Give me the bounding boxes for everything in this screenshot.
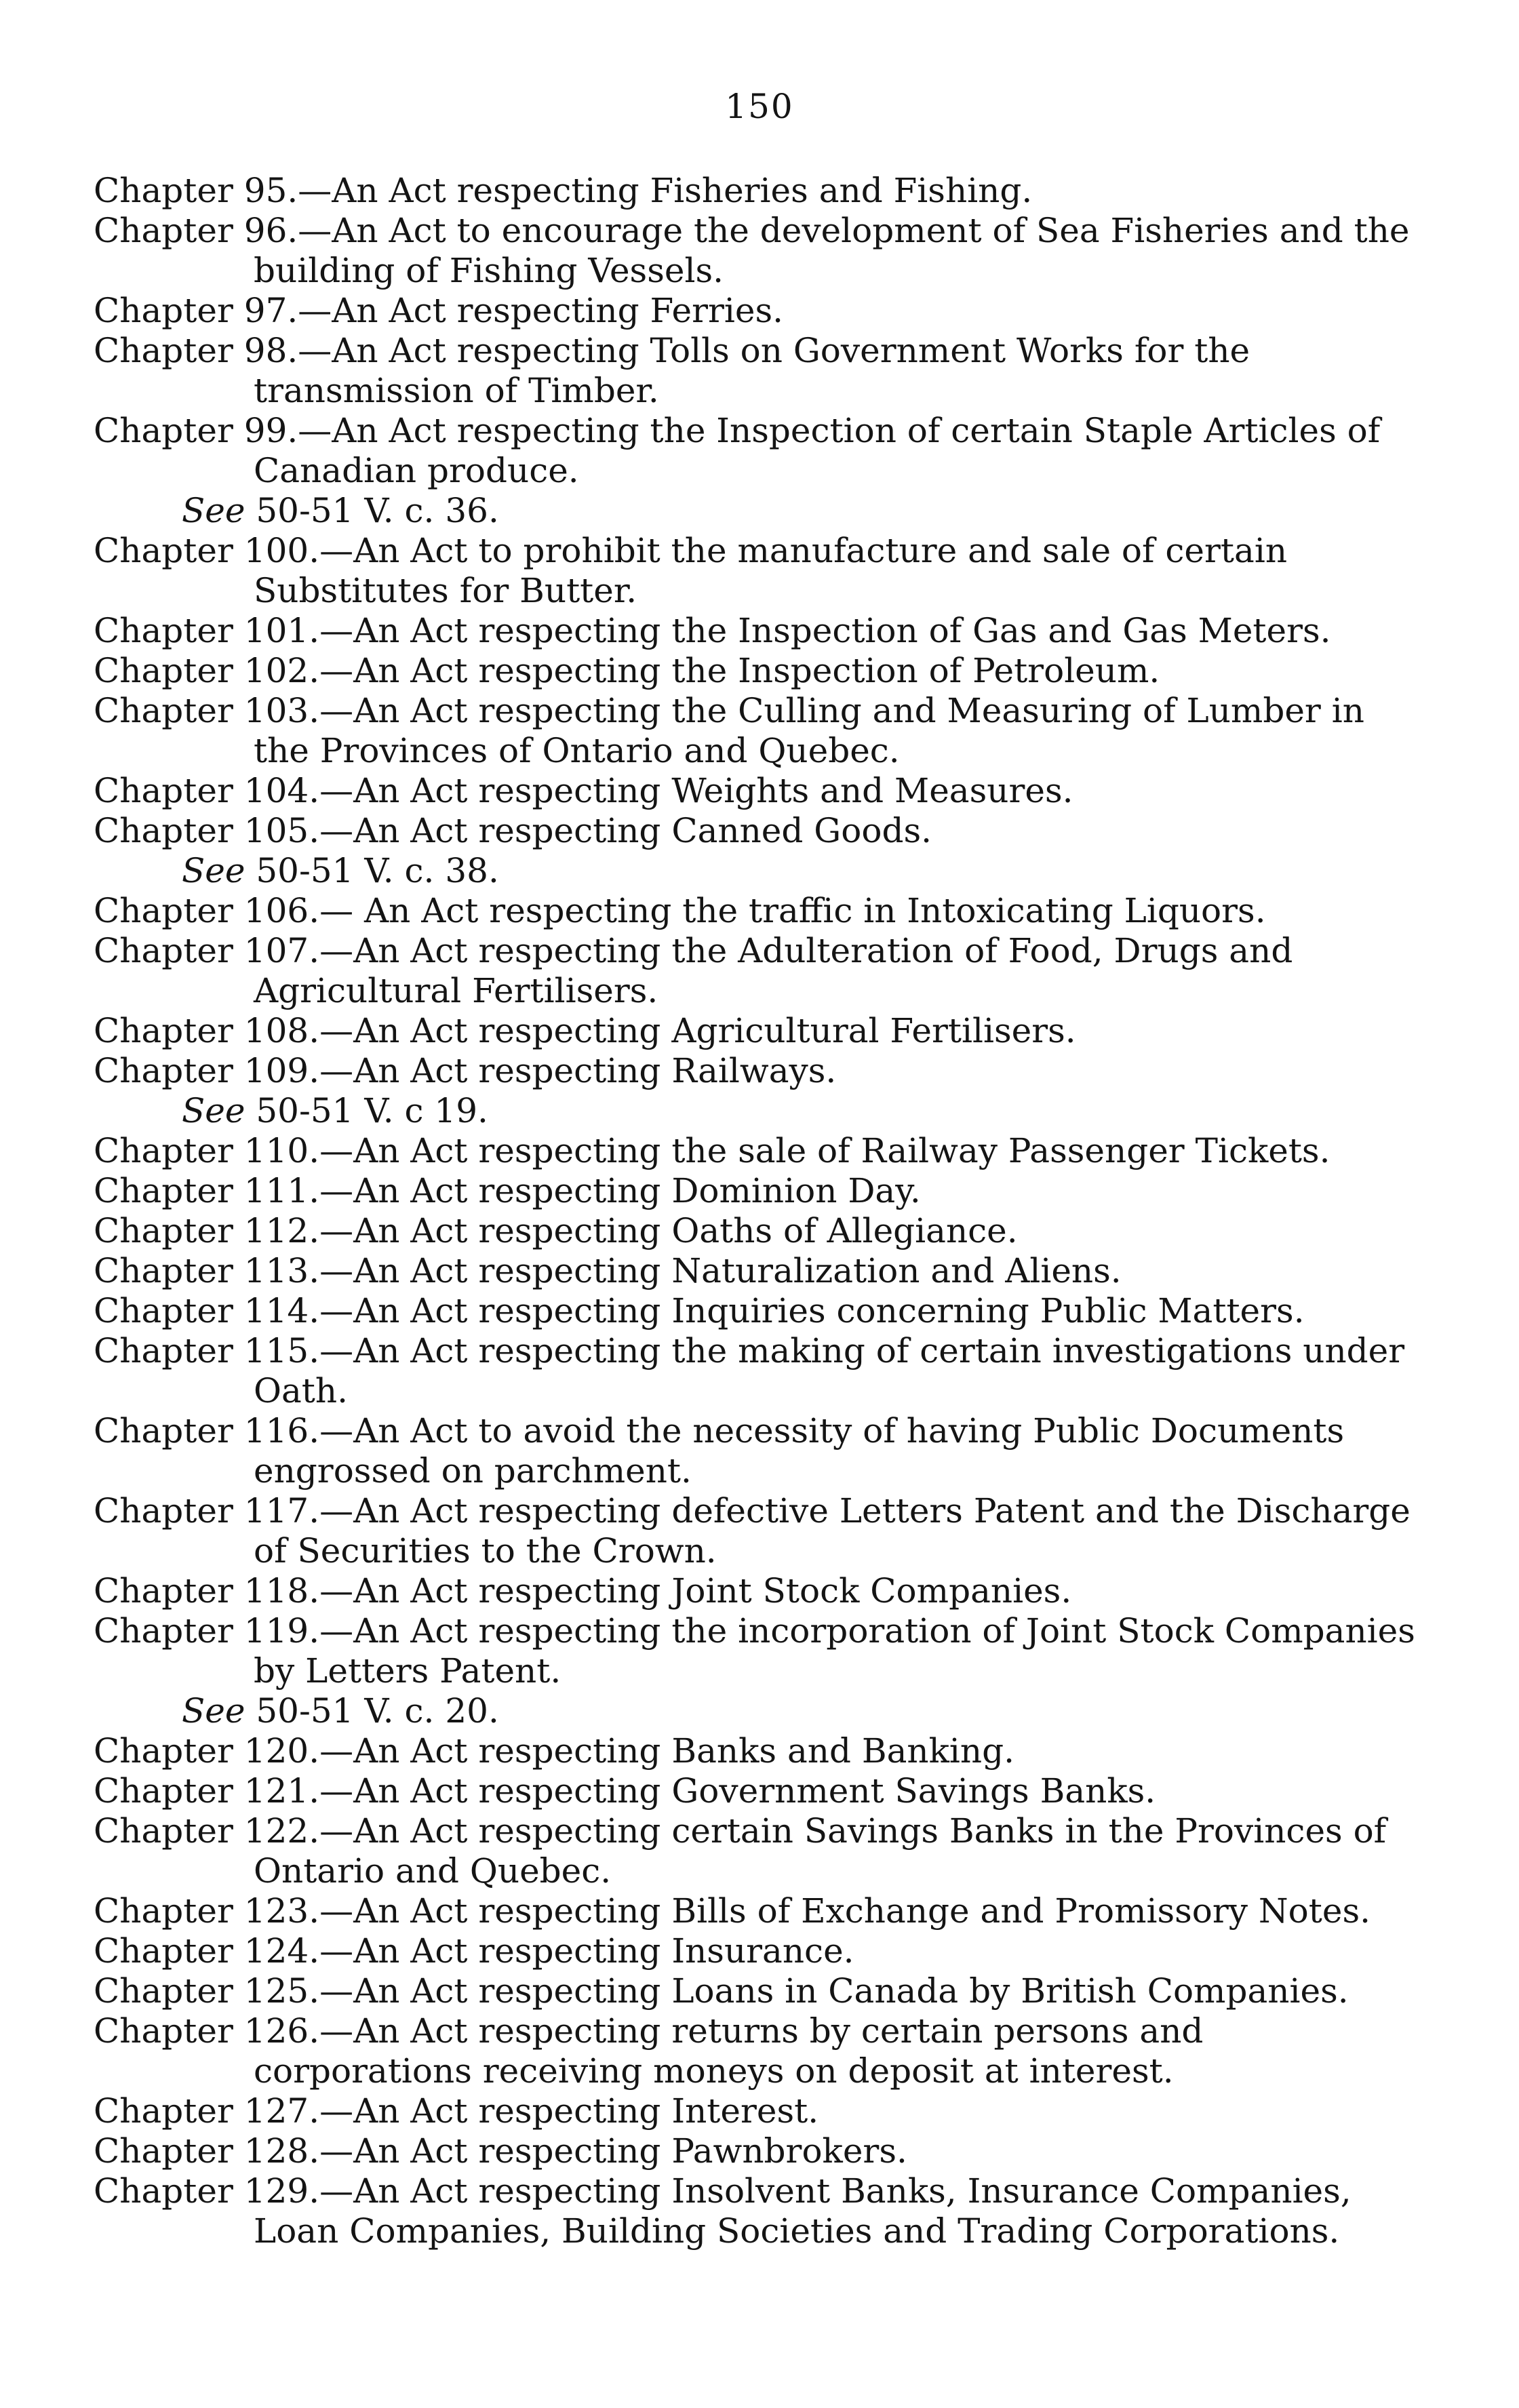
chapter-entry: [94, 1971, 1416, 2011]
chapter-number: Chapter 126.: [94, 2011, 320, 2051]
act-title: —An Act respecting Naturalization and Aliens.: [319, 1251, 1122, 1290]
chapter-entry: [94, 211, 1416, 291]
act-title: —An Act respecting the Inspection of certain Staple Articles of Canadian produce.: [254, 411, 1381, 490]
chapter-entry: [94, 2091, 1416, 2131]
act-title: —An Act respecting the incorporation of Joint Stock Companies by Letters Patent.: [254, 1611, 1415, 1691]
act-title: —An Act respecting certain Savings Banks in the Provinces of Ontario and Quebec.: [254, 1811, 1387, 1891]
act-title: —An Act respecting Pawnbrokers.: [319, 2131, 907, 2171]
chapter-number: Chapter 122.: [94, 1811, 320, 1851]
act-title: —An Act respecting Agricultural Fertilisers.: [319, 1011, 1076, 1050]
act-title: —An Act respecting Insurance.: [319, 1931, 854, 1971]
chapter-number: Chapter 112.: [94, 1211, 320, 1250]
act-title: —An Act respecting the Inspection of Petroleum.: [319, 651, 1160, 690]
chapter-entry: [94, 1331, 1416, 1411]
act-title: —An Act respecting the sale of Railway Passenger Tickets.: [319, 1131, 1330, 1170]
chapter-number: Chapter 115.: [94, 1331, 320, 1370]
chapter-number: Chapter 124.: [94, 1931, 320, 1971]
chapter-number: Chapter 111.: [94, 1171, 320, 1210]
chapter-entry: [94, 2011, 1416, 2091]
chapter-entry: [94, 1251, 1416, 1291]
chapter-entry: [94, 1731, 1416, 1771]
chapter-entry: [94, 651, 1416, 691]
act-title: —An Act respecting the Inspection of Gas and Gas Meters.: [319, 611, 1331, 650]
chapter-entry: [94, 1051, 1416, 1091]
act-title: —An Act respecting returns by certain persons and corporations receiving moneys on deposit at interest.: [254, 2011, 1204, 2091]
chapter-number: Chapter 128.: [94, 2131, 320, 2171]
chapter-number: Chapter 123.: [94, 1891, 320, 1931]
chapter-entry: [94, 1891, 1416, 1931]
act-title: —An Act respecting Bills of Exchange and Promissory Notes.: [319, 1891, 1371, 1931]
chapter-number: Chapter 113.: [94, 1251, 320, 1290]
act-title: —An Act respecting the Adulteration of Food, Drugs and Agricultural Fertilisers.: [254, 931, 1293, 1010]
chapter-number: Chapter 97.: [94, 291, 298, 330]
chapter-number: Chapter 114.: [94, 1291, 320, 1330]
chapter-entry: [94, 891, 1416, 931]
chapter-entry: [94, 291, 1416, 331]
act-title: —An Act respecting Railways.: [319, 1051, 837, 1090]
act-title: —An Act respecting Fisheries and Fishing.: [298, 171, 1033, 210]
chapter-number: Chapter 108.: [94, 1011, 320, 1050]
chapter-number: Chapter 120.: [94, 1731, 320, 1771]
chapter-number: Chapter 102.: [94, 651, 320, 690]
chapter-number: Chapter 100.: [94, 531, 320, 570]
see-reference: [94, 851, 1416, 891]
chapter-number: Chapter 116.: [94, 1411, 320, 1450]
chapter-entry: [94, 331, 1416, 411]
see-reference: [94, 1091, 1416, 1131]
chapter-entry: [94, 1171, 1416, 1211]
chapter-entry: [94, 1931, 1416, 1971]
chapter-list: [94, 171, 1416, 2251]
chapter-entry: [94, 411, 1416, 491]
chapter-entry: [94, 811, 1416, 851]
chapter-entry: [94, 931, 1416, 1011]
chapter-number: Chapter 117.: [94, 1491, 320, 1531]
act-title: —An Act to prohibit the manufacture and sale of certain Substitutes for Butter.: [254, 531, 1288, 610]
chapter-entry: [94, 2131, 1416, 2171]
page-number: 150: [725, 87, 794, 126]
chapter-number: Chapter 127.: [94, 2091, 320, 2131]
chapter-entry: [94, 1611, 1416, 1691]
chapter-entry: [94, 1771, 1416, 1811]
chapter-number: Chapter 103.: [94, 691, 320, 730]
see-word: See: [182, 851, 245, 890]
chapter-entry: [94, 1411, 1416, 1491]
chapter-number: Chapter 118.: [94, 1571, 320, 1611]
statute-reference: 50-51 V. c. 36.: [256, 491, 499, 530]
act-title: —An Act respecting Joint Stock Companies.: [319, 1571, 1072, 1611]
statute-reference: 50-51 V. c. 20.: [256, 1691, 499, 1731]
act-title: —An Act respecting Loans in Canada by British Companies.: [319, 1971, 1349, 2011]
act-title: —An Act respecting Tolls on Government Works for the transmission of Timber.: [254, 331, 1250, 410]
act-title: —An Act respecting Interest.: [319, 2091, 819, 2131]
chapter-number: Chapter 109.: [94, 1051, 320, 1090]
act-title: —An Act respecting the making of certain investigations under Oath.: [254, 1331, 1405, 1410]
chapter-entry: [94, 1291, 1416, 1331]
chapter-number: Chapter 106.: [94, 891, 320, 930]
chapter-number: Chapter 119.: [94, 1611, 320, 1651]
act-title: —An Act respecting the Culling and Measuring of Lumber in the Provinces of Ontario and Quebec.: [254, 691, 1364, 770]
act-title: —An Act respecting defective Letters Patent and the Discharge of Securities to the Crown.: [254, 1491, 1410, 1571]
see-reference: [94, 491, 1416, 531]
chapter-entry: [94, 1211, 1416, 1251]
chapter-entry: [94, 611, 1416, 651]
see-reference: [94, 1691, 1416, 1731]
act-title: —An Act respecting Government Savings Banks.: [319, 1771, 1156, 1811]
chapter-entry: [94, 531, 1416, 611]
chapter-number: Chapter 101.: [94, 611, 320, 650]
chapter-entry: [94, 2171, 1416, 2251]
chapter-entry: [94, 1811, 1416, 1891]
act-title: —An Act respecting Insolvent Banks, Insurance Companies, Loan Companies, Building Societies and Trading Corporations.: [254, 2171, 1352, 2251]
see-word: See: [182, 1691, 245, 1731]
chapter-entry: [94, 771, 1416, 811]
chapter-number: Chapter 105.: [94, 811, 320, 850]
act-title: — An Act respecting the traffic in Intoxicating Liquors.: [319, 891, 1266, 930]
chapter-number: Chapter 98.: [94, 331, 298, 370]
chapter-number: Chapter 125.: [94, 1971, 320, 2011]
chapter-entry: [94, 691, 1416, 771]
see-word: See: [182, 1091, 245, 1130]
chapter-number: Chapter 129.: [94, 2171, 320, 2211]
act-title: —An Act to avoid the necessity of having Public Documents engrossed on parchment.: [254, 1411, 1345, 1491]
act-title: —An Act respecting Ferries.: [298, 291, 784, 330]
chapter-entry: [94, 1571, 1416, 1611]
chapter-entry: [94, 171, 1416, 211]
chapter-entry: [94, 1011, 1416, 1051]
chapter-number: Chapter 96.: [94, 211, 298, 250]
chapter-number: Chapter 99.: [94, 411, 298, 450]
act-title: —An Act respecting Weights and Measures.: [319, 771, 1073, 810]
act-title: —An Act respecting Inquiries concerning Public Matters.: [319, 1291, 1305, 1330]
act-title: —An Act respecting Banks and Banking.: [319, 1731, 1014, 1771]
chapter-number: Chapter 121.: [94, 1771, 320, 1811]
chapter-number: Chapter 95.: [94, 171, 298, 210]
chapter-entry: [94, 1491, 1416, 1571]
act-title: —An Act respecting Dominion Day.: [319, 1171, 921, 1210]
act-title: —An Act respecting Oaths of Allegiance.: [319, 1211, 1018, 1250]
chapter-number: Chapter 110.: [94, 1131, 320, 1170]
statute-reference: 50-51 V. c 19.: [256, 1091, 488, 1130]
chapter-entry: [94, 1131, 1416, 1171]
act-title: —An Act to encourage the development of Sea Fisheries and the building of Fishing Vessels.: [254, 211, 1410, 290]
chapter-number: Chapter 104.: [94, 771, 320, 810]
statute-reference: 50-51 V. c. 38.: [256, 851, 499, 890]
see-word: See: [182, 491, 245, 530]
act-title: —An Act respecting Canned Goods.: [319, 811, 932, 850]
chapter-number: Chapter 107.: [94, 931, 320, 970]
